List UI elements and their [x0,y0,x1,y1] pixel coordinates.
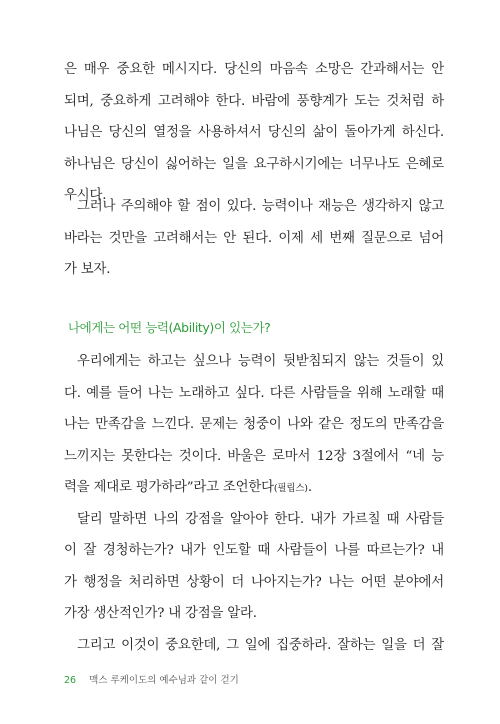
body-text-bottom [64,346,444,661]
text-fragment: . [307,480,312,495]
text-line: 되며, 중요하게 고려해야 한다. 바람에 풍향계가 도는 것처럼 하 [64,93,444,109]
text-line: 그러나 주의해야 할 점이 있다. 능력이나 재능은 생각하지 않고 [77,199,444,214]
text-line: 가 보자. [64,262,111,277]
body-text-top [64,54,444,212]
text-line: 우시다. [64,188,107,203]
body-text-middle [64,191,444,286]
text-line: 하나님은 당신이 싫어하는 일을 요구하시기에는 너무나도 은혜로 [64,156,444,172]
text-line: 이 잘 경청하는가? 내가 인도할 때 사람들이 나를 따르는가? 내 [64,543,444,558]
page-number: 26 [64,675,77,686]
text-line: 은 매우 중요한 메시지다. 당신의 마음속 소망은 간과해서는 안 [64,62,444,77]
text-fragment: 력을 제대로 평가하라”라고 조언한다 [64,480,274,495]
text-line: 느끼지는 못한다는 것이다. 바울은 로마서 12장 3절에서 “네 능 [64,448,444,464]
text-line: 가 행정을 처리하면 상황이 더 나아지는가? 나는 어떤 분야에서 [64,574,444,590]
text-line: 우리에게는 하고는 싶으나 능력이 뒷받침되지 않는 것들이 있 [77,354,444,369]
citation-note: (필립스) [273,483,308,494]
text-line [64,472,444,504]
text-line: 나는 만족감을 느낀다. 문제는 청중이 나와 같은 정도의 만족감을 [64,417,444,432]
book-title: 맥스 루케이도의 예수님과 같이 걷기 [89,675,239,686]
page-footer [64,672,239,686]
text-line: 나님은 당신의 열정을 사용하셔서 당신의 삶이 돌아가게 하신다. [64,125,444,140]
text-line: 다. 예를 들어 나는 노래하고 싶다. 다른 사람들을 위해 노래할 때 [64,385,444,401]
section-heading: 나에게는 어떤 능력(Ability)이 있는가? [68,320,271,335]
text-line: 그리고 이것이 중요한데, 그 일에 집중하라. 잘하는 일을 더 잘 [77,637,444,653]
text-line: 가장 생산적인가? 내 강점을 알라. [64,606,257,621]
text-line: 달리 말하면 나의 강점을 알아야 한다. 내가 가르칠 때 사람들 [77,511,444,527]
text-line: 바라는 것만을 고려해서는 안 된다. 이제 세 번째 질문으로 넘어 [64,230,444,246]
